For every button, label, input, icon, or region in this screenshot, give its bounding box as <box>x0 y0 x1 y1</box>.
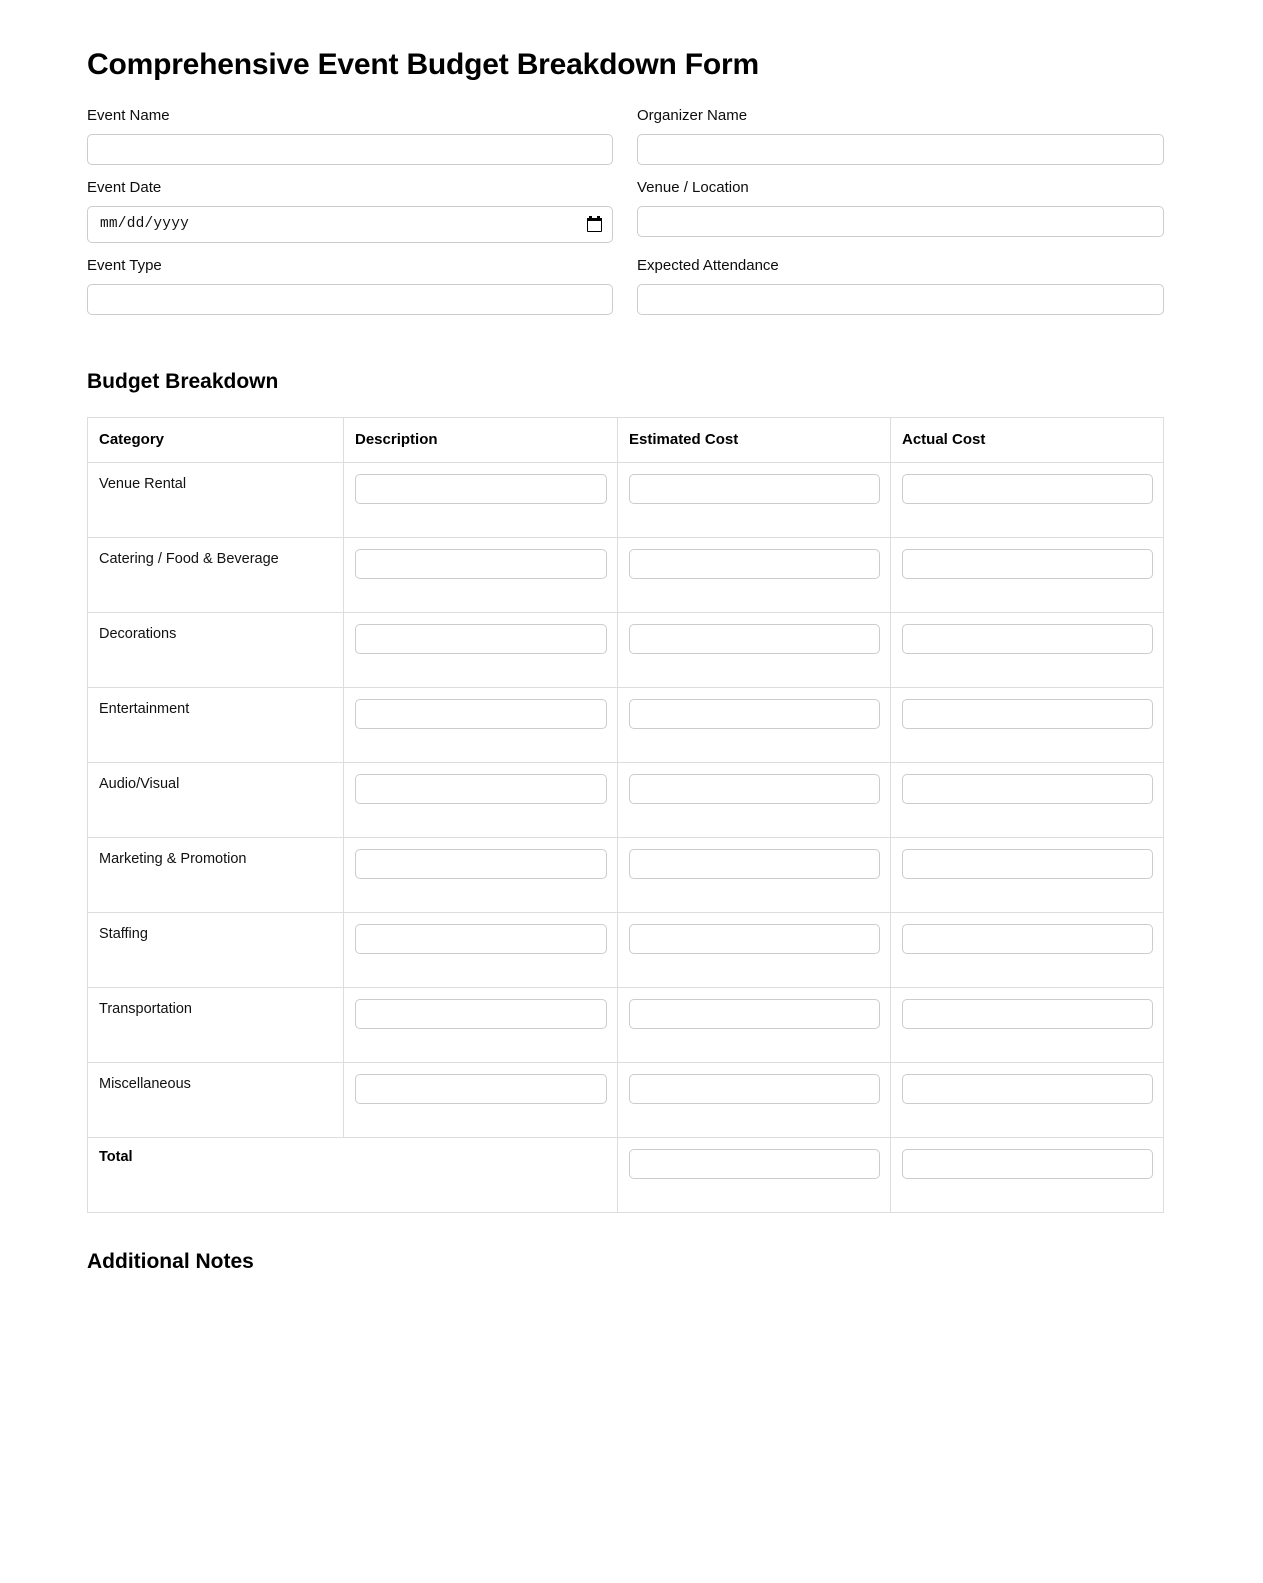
table-row <box>88 837 1164 912</box>
budget-section-title: Budget Breakdown <box>87 369 279 393</box>
field-organizer-name <box>637 106 1164 165</box>
cell-actual-cost <box>891 762 1164 837</box>
event-type-input[interactable] <box>87 284 613 315</box>
cell-estimated-cost <box>618 837 891 912</box>
table-row <box>88 462 1164 537</box>
field-event-date <box>87 178 613 243</box>
budget-table-header <box>88 417 1164 462</box>
category-label: Marketing & Promotion <box>88 837 344 912</box>
cell-estimated-cost <box>618 612 891 687</box>
cell-description <box>344 537 618 612</box>
organizer-name-input[interactable] <box>637 134 1164 165</box>
page-title: Comprehensive Event Budget Breakdown Form <box>87 48 759 81</box>
table-total-row <box>88 1137 1164 1212</box>
description-input-venue-rental[interactable] <box>355 474 607 504</box>
field-venue-location <box>637 178 1164 243</box>
event-date-placeholder: mm/dd/yyyy <box>100 216 190 232</box>
table-row <box>88 612 1164 687</box>
column-header-estimated-cost: Estimated Cost <box>618 417 891 462</box>
additional-notes-textarea[interactable] <box>87 1289 1163 1539</box>
cell-estimated-cost <box>618 462 891 537</box>
field-expected-attendance <box>637 256 1164 315</box>
category-label: Audio/Visual <box>88 762 344 837</box>
label-organizer-name: Organizer Name <box>637 106 748 124</box>
cell-actual-cost <box>891 537 1164 612</box>
cell-actual-cost <box>891 912 1164 987</box>
table-row <box>88 687 1164 762</box>
description-input-transportation[interactable] <box>355 999 607 1029</box>
category-label: Transportation <box>88 987 344 1062</box>
cell-actual-cost <box>891 837 1164 912</box>
field-event-name <box>87 106 613 165</box>
estimated-cost-input-audio-visual[interactable] <box>629 774 880 804</box>
cell-description <box>344 462 618 537</box>
column-header-description: Description <box>344 417 618 462</box>
cell-description <box>344 1062 618 1137</box>
table-row <box>88 762 1164 837</box>
table-row <box>88 987 1164 1062</box>
cell-estimated-cost <box>618 687 891 762</box>
estimated-cost-input-decorations[interactable] <box>629 624 880 654</box>
label-expected-attendance: Expected Attendance <box>637 256 779 274</box>
actual-cost-input-entertainment[interactable] <box>902 699 1153 729</box>
description-input-entertainment[interactable] <box>355 699 607 729</box>
column-header-category: Category <box>88 417 344 462</box>
estimated-cost-input-miscellaneous[interactable] <box>629 1074 880 1104</box>
estimated-cost-input-venue-rental[interactable] <box>629 474 880 504</box>
actual-cost-input-staffing[interactable] <box>902 924 1153 954</box>
field-event-type <box>87 256 613 315</box>
table-row <box>88 1062 1164 1137</box>
label-event-name: Event Name <box>87 106 170 124</box>
actual-cost-input-audio-visual[interactable] <box>902 774 1153 804</box>
category-label: Entertainment <box>88 687 344 762</box>
estimated-cost-input-catering[interactable] <box>629 549 880 579</box>
budget-table <box>87 417 1164 1213</box>
cell-estimated-cost <box>618 987 891 1062</box>
cell-description <box>344 912 618 987</box>
notes-section-title: Additional Notes <box>87 1249 254 1273</box>
calendar-icon[interactable] <box>587 216 602 232</box>
cell-actual-cost <box>891 462 1164 537</box>
estimated-cost-input-staffing[interactable] <box>629 924 880 954</box>
description-input-staffing[interactable] <box>355 924 607 954</box>
category-label: Catering / Food & Beverage <box>88 537 344 612</box>
cell-description <box>344 987 618 1062</box>
total-actual-cost-input[interactable] <box>902 1149 1153 1179</box>
expected-attendance-input[interactable] <box>637 284 1164 315</box>
budget-table-body <box>88 462 1164 1212</box>
venue-location-input[interactable] <box>637 206 1164 237</box>
cell-estimated-cost <box>618 912 891 987</box>
table-row <box>88 537 1164 612</box>
description-input-miscellaneous[interactable] <box>355 1074 607 1104</box>
cell-estimated-cost <box>618 537 891 612</box>
estimated-cost-input-marketing[interactable] <box>629 849 880 879</box>
column-header-actual-cost: Actual Cost <box>891 417 1164 462</box>
cell-estimated-cost <box>618 1062 891 1137</box>
actual-cost-input-transportation[interactable] <box>902 999 1153 1029</box>
cell-description <box>344 612 618 687</box>
total-label: Total <box>88 1137 618 1212</box>
event-name-input[interactable] <box>87 134 613 165</box>
actual-cost-input-marketing[interactable] <box>902 849 1153 879</box>
description-input-marketing[interactable] <box>355 849 607 879</box>
cell-actual-cost <box>891 612 1164 687</box>
description-input-decorations[interactable] <box>355 624 607 654</box>
cell-description <box>344 687 618 762</box>
table-row <box>88 912 1164 987</box>
category-label: Staffing <box>88 912 344 987</box>
estimated-cost-input-entertainment[interactable] <box>629 699 880 729</box>
cell-estimated-cost <box>618 762 891 837</box>
category-label: Miscellaneous <box>88 1062 344 1137</box>
actual-cost-input-catering[interactable] <box>902 549 1153 579</box>
label-event-type: Event Type <box>87 256 162 274</box>
event-date-input[interactable] <box>87 206 613 243</box>
label-event-date: Event Date <box>87 178 162 196</box>
table-header-row <box>88 417 1164 462</box>
cell-actual-cost <box>891 1062 1164 1137</box>
total-estimated-cost-input[interactable] <box>629 1149 880 1179</box>
category-label: Venue Rental <box>88 462 344 537</box>
cell-total-actual-cost <box>891 1137 1164 1212</box>
label-venue-location: Venue / Location <box>637 178 749 196</box>
cell-actual-cost <box>891 987 1164 1062</box>
actual-cost-input-miscellaneous[interactable] <box>902 1074 1153 1104</box>
cell-description <box>344 762 618 837</box>
event-details-section <box>87 106 1164 328</box>
cell-description <box>344 837 618 912</box>
cell-total-estimated-cost <box>618 1137 891 1212</box>
cell-actual-cost <box>891 687 1164 762</box>
category-label: Decorations <box>88 612 344 687</box>
actual-cost-input-decorations[interactable] <box>902 624 1153 654</box>
estimated-cost-input-transportation[interactable] <box>629 999 880 1029</box>
description-input-catering[interactable] <box>355 549 607 579</box>
actual-cost-input-venue-rental[interactable] <box>902 474 1153 504</box>
description-input-audio-visual[interactable] <box>355 774 607 804</box>
